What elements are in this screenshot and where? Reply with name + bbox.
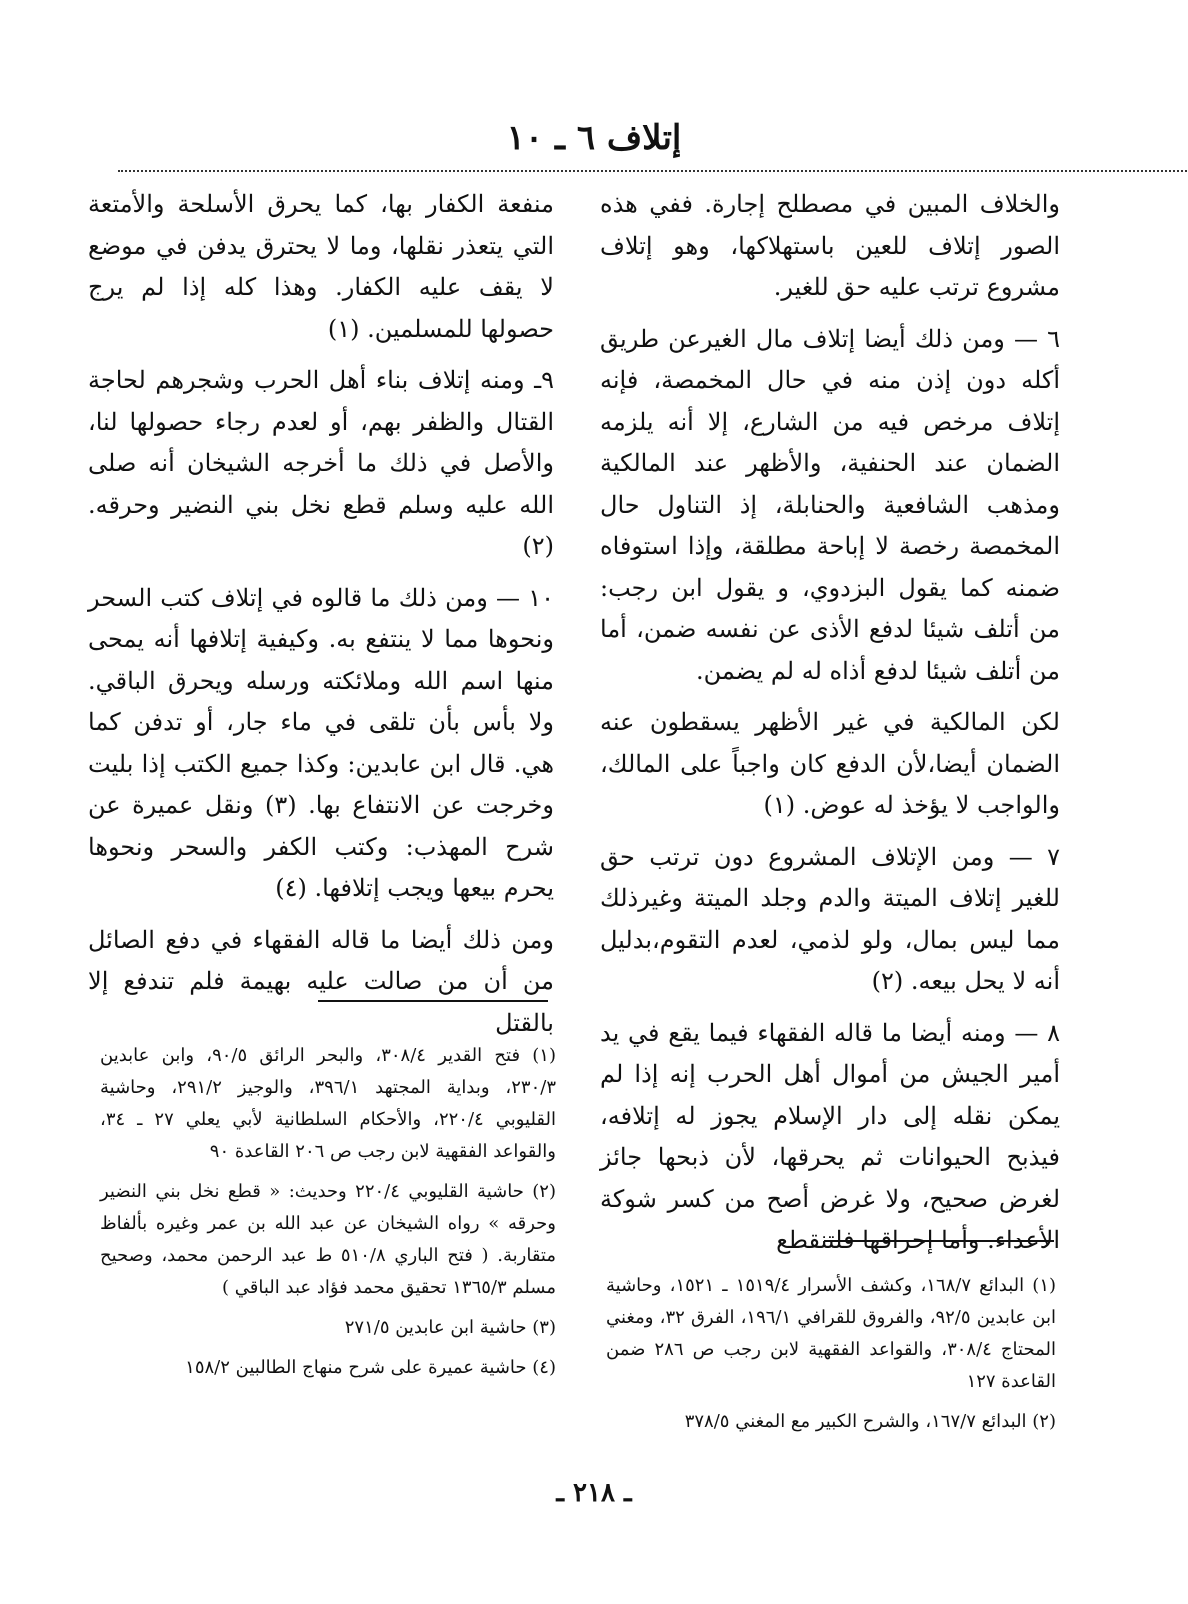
header-divider [118,170,1188,172]
paragraph: منفعة الكفار بها، كما يحرق الأسلحة والأمتعة التي يتعذر نقلها، وما لا يحترق يدفن في موضع لا يقف عليه الكفار. وهذا كله إذا لم يرج حصولها للمسلمين. (١) [88,190,554,343]
footnote: (١) البدائع ١٦٨/٧، وكشف الأسرار ١٥١٩/٤ ـ ١٥٢١، وحاشية ابن عابدين ٩٢/٥، والفروق للقرافي ١٩٦/١، الفرق ٣٢، ومغني المحتاج ٣٠٨/٤، والقواعد الفقهية لابن رجب ص ٢٨٦ ضمن القاعدة ١٢٧ [606,1275,1057,1392]
paragraph: ٧ — ومن الإتلاف المشروع دون ترتب حق للغير إتلاف الميتة والدم وجلد الميتة وغيرذلك مما ليس بمال، ولو لذمي، لعدم التقوم،بدليل أنه لا يحل بيعه. (٢) [600,842,1060,995]
paragraph: لكن المالكية في غير الأظهر يسقطون عنه الضمان أيضا،لأن الدفع كان واجباً على المالك، والواجب لا يؤخذ له عوض. (١) [600,708,1060,819]
footnote-divider [318,1000,548,1002]
footnote: (١) فتح القدير ٣٠٨/٤، والبحر الرائق ٩٠/٥، وابن عابدين ٢٣٠/٣، وبداية المجتهد ٣٩٦/١، والوجيز ٢٩١/٢، وحاشية القليوبي ٢٢٠/٤، والأحكام السلطانية لأبي يعلي ٢٧ ـ ٣٤، والقواعد الفقهية لابن رجب ص ٢٠٦ القاعدة ٩٠ [100,1045,557,1162]
paragraph: ٦ — ومن ذلك أيضا إتلاف مال الغيرعن طريق أكله دون إذن منه في حال المخمصة، فإنه إتلاف مرخص فيه من الشارع، إلا أنه يلزمه الضمان عند الحنفية، والأظهر عند المالكية ومذهب الشافعية والحنابلة، إذ التناول حال المخمصة رخصة لا إباحة مطلقة، وإذا استوفاه ضمنه كما يقول البزدوي، و يقول ابن رجب: من أتلف شيئا لدفع الأذى عن نفسه ضمن، أما من أتلف شيئا لدفع أذاه له لم يضمن. [600,324,1060,685]
paragraph: ٩ـ ومنه إتلاف بناء أهل الحرب وشجرهم لحاجة القتال والظفر بهم، أو لعدم رجاء حصولها لنا، والأصل في ذلك ما أخرجه الشيخان أنه صلى الله عليه وسلم قطع نخل بني النضير وحرقه. (٢) [88,366,554,560]
paragraph: والخلاف المبين في مصطلح إجارة. ففي هذه الصور إتلاف للعين باستهلاكها، وهو إتلاف مشروع ترتب عليه حق للغير. [600,190,1060,301]
paragraph: ومن ذلك أيضا ما قاله الفقهاء في دفع الصائل من أن من صالت عليه بهيمة فلم تندفع إلا بالقتل [88,925,554,1037]
right-column [600,184,1060,1272]
left-column [88,184,554,1054]
footnote: (٢) حاشية القليوبي ٢٢٠/٤ وحديث: « قطع نخل بني النضير وحرقه » رواه الشيخان عن عبد الله بن عمر وغيره بألفاظ متقاربة. ( فتح الباري ٥١٠/٨ ط عبد الرحمن محمد، وصحيح مسلم ١٣٦٥/٣ تحقيق محمد فؤاد عبد الباقي ) [100,1181,557,1298]
footnote: (٢) البدائع ١٦٧/٧، والشرح الكبير مع المغني ٣٧٨/٥ [684,1411,1056,1432]
footnote-divider [824,1240,1054,1242]
paragraph: ١٠ — ومن ذلك ما قالوه في إتلاف كتب السحر ونحوها مما لا ينتفع به. وكيفية إتلافها أنه يمحى منها اسم الله وملائكته ورسله ويحرق الباقي. ولا بأس بأن تلقى في ماء جار، أو تدفن كما هي. قال ابن عابدين: وكذا جميع الكتب إذا بليت وخرجت عن الانتفاع بها. (٣) ونقل عميرة عن شرح المهذب: وكتب الكفر والسحر ونحوها يحرم بيعها ويجب إتلافها. (٤) [88,583,554,902]
paragraph: ٨ — ومنه أيضا ما قاله الفقهاء فيما يقع في يد أمير الجيش من أموال أهل الحرب إنه إذا لم يمكن نقله إلى دار الإسلام يجوز له إتلافه، فيذبح الحيوانات ثم يحرقها، لأن ذبحها جائز لغرض صحيح، ولا غرض أصح من كسر شوكة الأعداء. وأما إحراقها فلتنقطع [600,1018,1060,1254]
page-title: إتلاف ٦ ـ ١٠ [506,118,682,158]
page-number: ـ ٢١٨ ـ [556,1478,632,1508]
footnotes-left [100,1040,556,1392]
footnotes-right [606,1270,1056,1446]
footnote: (٣) حاشية ابن عابدين ٢٧١/٥ [344,1317,556,1338]
footnote: (٤) حاشية عميرة على شرح منهاج الطالبين ١٥٨/٢ [185,1357,556,1378]
